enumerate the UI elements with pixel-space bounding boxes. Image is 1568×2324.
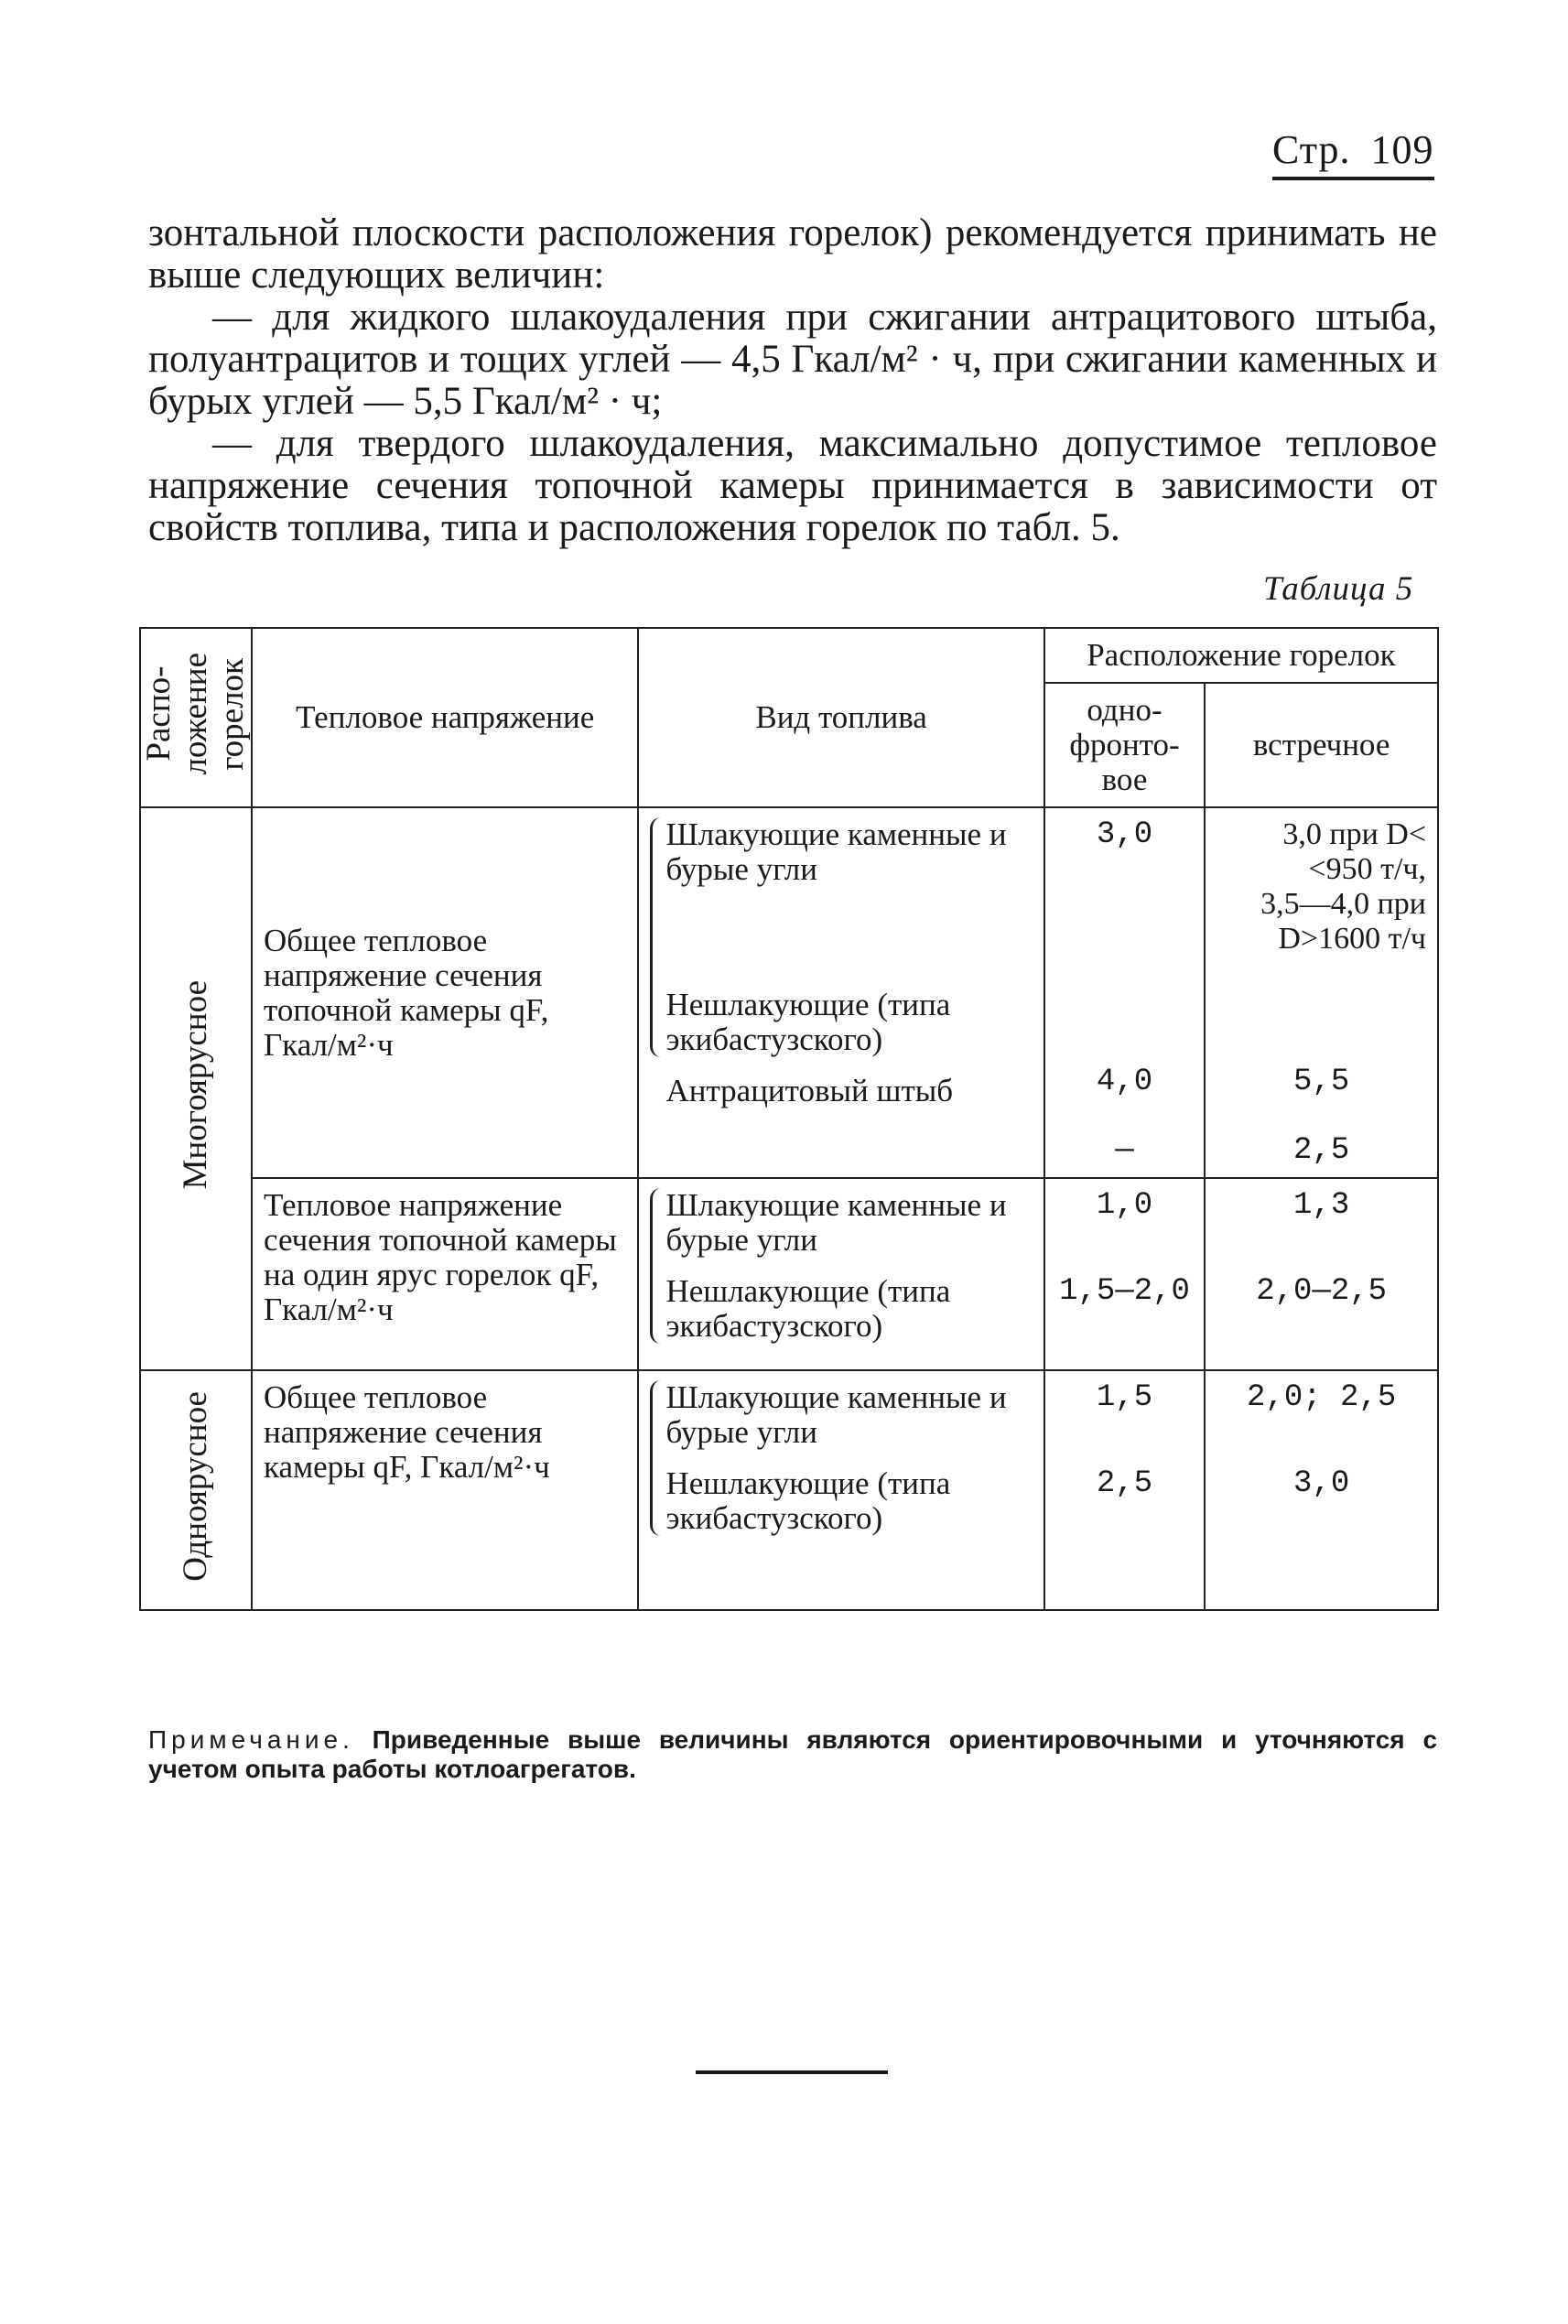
table-row xyxy=(140,1178,1438,1370)
fuel-cell xyxy=(638,807,1044,1178)
page-header xyxy=(1272,126,1434,180)
multi-tier-label: Многоярусное xyxy=(177,980,214,1190)
page-header-label: Стр. xyxy=(1272,127,1351,172)
value: — xyxy=(1115,1133,1134,1168)
table-row xyxy=(140,807,1438,1178)
header-one-front: одно- фронто- вое xyxy=(1044,683,1206,807)
fuel-item: Нешлакующие (типа экибастузского) xyxy=(665,1465,951,1536)
multi-tier-cell xyxy=(140,807,252,1370)
heat-text: Тепловое напряжение сечения топочной камеры на один ярус горелок qF, Гкал/м²·ч xyxy=(264,1187,617,1327)
fuel-cell xyxy=(638,1178,1044,1370)
heat-cell xyxy=(252,1370,638,1610)
fuel-brace xyxy=(650,817,1032,1057)
paragraph-3: — для твердого шлакоудаления, максимально допустимое тепловое напряжение сечения топочной камеры принимается в зависимости от свойств топлива, типа и расположения горелок по табл. 5. xyxy=(148,422,1437,549)
one-front-cell xyxy=(1044,1178,1206,1370)
header-heat: Тепловое напряжение xyxy=(252,628,638,807)
note-label: Примечание. xyxy=(148,1725,354,1754)
header-location: Распо- ложение горелок xyxy=(140,653,251,775)
heat-text: Общее тепловое напряжение сечения топочной камеры qF, Гкал/м²·ч xyxy=(264,922,549,1063)
table-5 xyxy=(139,627,1439,1611)
heat-cell xyxy=(252,1178,638,1370)
value: 1,0 xyxy=(1096,1188,1153,1223)
fuel-item: Шлакующие каменные и бурые угли xyxy=(665,1187,1007,1258)
table-note xyxy=(148,1725,1437,1784)
heat-text: Общее тепловое напряжение сечения камеры qF, Гкал/м²·ч xyxy=(264,1379,550,1485)
single-tier-label: Одноярусное xyxy=(177,1391,214,1582)
fuel-item: Нешлакующие (типа экибастузского) xyxy=(665,1273,951,1344)
value: 2,0; 2,5 xyxy=(1247,1380,1397,1415)
fuel-item: Антрацитовый штыб xyxy=(665,1073,954,1108)
opposed-cell xyxy=(1205,1370,1438,1610)
table-header-row xyxy=(140,628,1438,683)
value: 3,0 xyxy=(1293,1466,1350,1501)
one-front-cell xyxy=(1044,807,1206,1178)
fuel-item: Шлакующие каменные и бурые угли xyxy=(665,816,1007,887)
header-burners: Расположение горелок xyxy=(1044,628,1438,683)
fuel-item: Нешлакующие (типа экибастузского) xyxy=(665,987,951,1057)
value: 3,0 xyxy=(1096,817,1153,852)
value: 2,0—2,5 xyxy=(1256,1274,1388,1309)
value: 5,5 xyxy=(1293,1065,1350,1099)
end-rule xyxy=(696,2070,888,2074)
body-text xyxy=(148,212,1437,549)
value: 3,0 при D< <950 т/ч, 3,5—4,0 при D>1600 т/ч xyxy=(1260,817,1426,956)
one-front-cell xyxy=(1044,1370,1206,1610)
table-row xyxy=(140,1370,1438,1610)
fuel-cell xyxy=(638,1370,1044,1610)
note-text: Приведенные выше величины являются ориентировочными и уточняются с учетом опыта работы котлоагрегатов. xyxy=(148,1725,1438,1783)
heat-cell xyxy=(252,807,638,1178)
single-tier-cell xyxy=(140,1370,252,1610)
opposed-cell xyxy=(1205,807,1438,1178)
value: 2,5 xyxy=(1096,1466,1153,1501)
table-label: Таблица 5 xyxy=(1263,570,1414,608)
value: 1,5—2,0 xyxy=(1059,1274,1190,1309)
header-opposed: встречное xyxy=(1205,683,1438,807)
opposed-cell xyxy=(1205,1178,1438,1370)
value: 1,3 xyxy=(1293,1188,1350,1223)
fuel-brace xyxy=(650,1380,1032,1536)
header-location-cell xyxy=(140,628,252,807)
header-fuel: Вид топлива xyxy=(638,628,1044,807)
fuel-item: Шлакующие каменные и бурые угли xyxy=(665,1379,1007,1450)
value: 2,5 xyxy=(1293,1133,1350,1168)
value: 4,0 xyxy=(1096,1065,1153,1099)
fuel-brace xyxy=(650,1188,1032,1344)
page-number: 109 xyxy=(1370,127,1434,172)
value: 1,5 xyxy=(1096,1380,1153,1415)
paragraph-1: зонтальной плоскости расположения горелок) рекомендуется принимать не выше следующих величин: xyxy=(148,211,1437,297)
paragraph-2: — для жидкого шлакоудаления при сжигании антрацитового штыба, полуантрацитов и тощих углей — 4,5 Гкал/м² · ч, при сжигании каменных и бурых углей — 5,5 Гкал/м² · ч; xyxy=(148,296,1437,423)
